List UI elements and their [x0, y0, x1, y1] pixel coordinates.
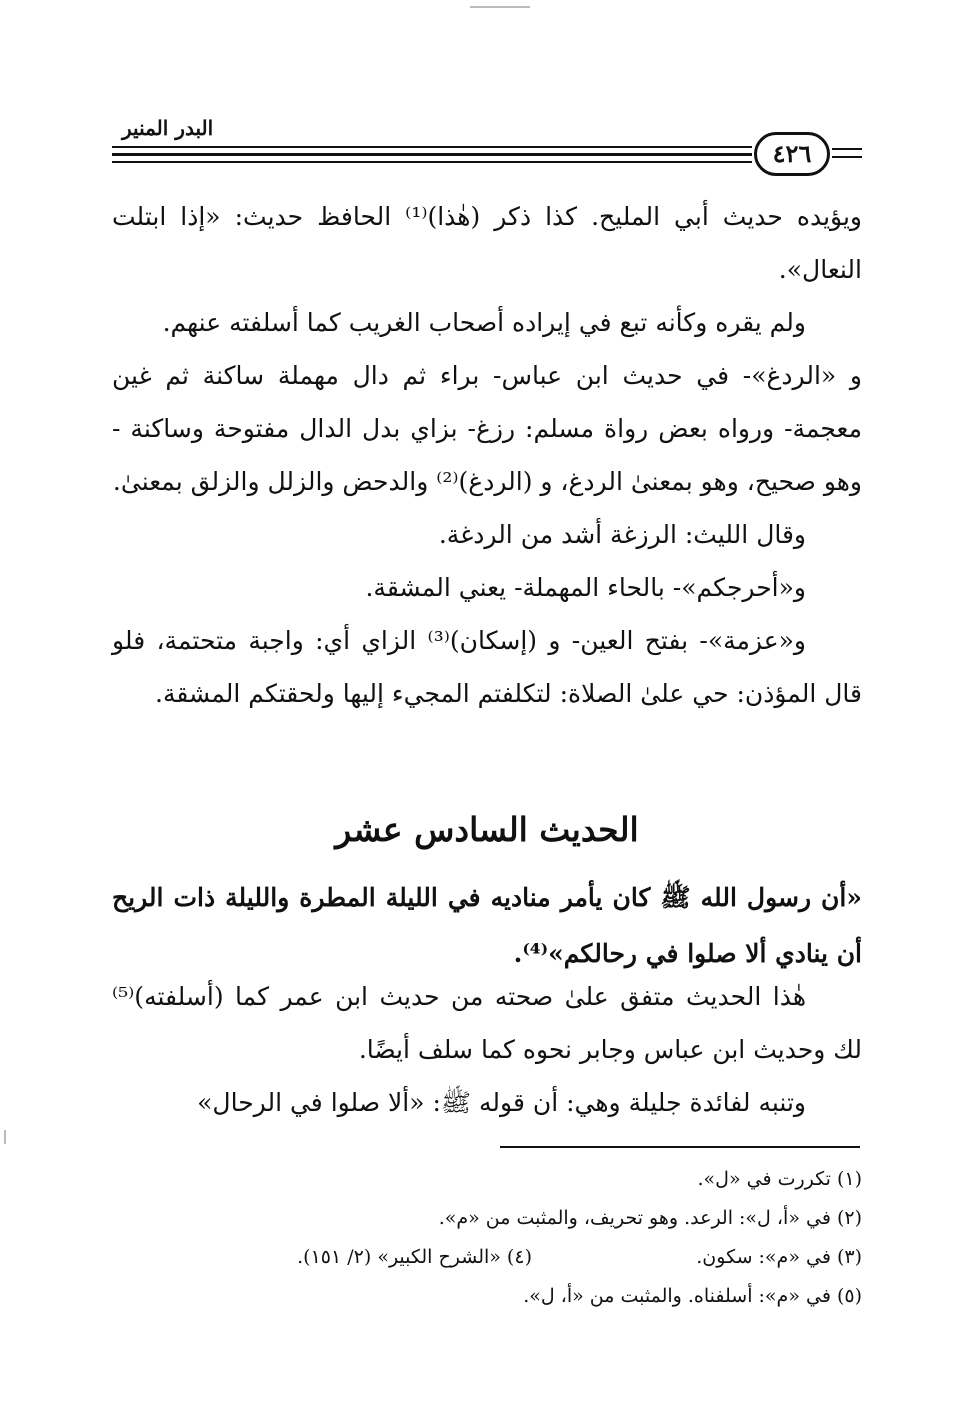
paragraph: ويؤيده حديث أبي المليح. كذا ذكر (هٰذا)⁽¹⁾ الحافظ حديث: «إذا ابتلت النعال». — [112, 202, 863, 284]
hadith-text: «أن رسول الله ﷺ كان يأمر مناديه في الليلة المطرة والليلة ذات الريح أن ينادي ألا صلوا في رحالكم»⁽⁴⁾. — [112, 883, 862, 968]
scan-artifact — [470, 6, 530, 8]
header-rule — [832, 156, 862, 158]
header-rule — [832, 148, 862, 150]
footnote-divider — [500, 1146, 860, 1148]
section-title: الحديث السادس عشر — [335, 810, 639, 849]
paragraph: هٰذا الحديث متفق علىٰ صحته من حديث ابن عمر كما (أسلفته)⁽⁵⁾ لك وحديث ابن عباس وجابر نحوه كما سلف أيضًا. — [112, 982, 862, 1064]
header-rule — [112, 161, 752, 163]
paragraph: و «الردغ»- في حديث ابن عباس- براء ثم دال مهملة ساكنة ثم غين معجمة- ورواه بعض رواة مسلم: رزغ- بزاي بدل الدال مفتوحة وساكنة - وهو صحيح، وهو بمعنىٰ الردغ، و (الردغ)⁽²⁾ والدحض والزلل والزلق بمعنىٰ. — [112, 361, 862, 496]
commentary — [112, 970, 862, 1129]
paragraph: وقال الليث: الرزغة أشد من الردغة. — [438, 520, 806, 549]
footnote: (٤) «الشرح الكبير» (٢/ ١٥١). — [297, 1246, 532, 1268]
main-text — [112, 190, 862, 720]
header-rule — [112, 153, 752, 156]
footnote: (١) تكررت في «ل». — [697, 1168, 862, 1190]
footnotes — [112, 1160, 862, 1316]
paragraph: و«أحرجكم»- بالحاء المهملة- يعني المشقة. — [365, 573, 806, 602]
paragraph: و«عزمة»- بفتح العين- و (إسكان)⁽³⁾ الزاي أي: واجبة متحتمة، فلو قال المؤذن: حي علىٰ الصلاة: لتكلفتم المجيء إليها ولحقتكم المشقة. — [112, 626, 862, 708]
footnote: (٢) في «أ، ل»: الرعد. وهو تحريف، والمثبت من «م». — [438, 1207, 862, 1229]
footnote: (٥) في «م»: أسلفناه. والمثبت من «أ، ل». — [523, 1285, 862, 1307]
footnote-row — [112, 1238, 862, 1277]
footnote: (٣) في «م»: سكون. — [696, 1246, 862, 1268]
paragraph: وتنبه لفائدة جليلة وهي: أن قوله ﷺ: «ألا صلوا في الرحال» — [197, 1088, 806, 1117]
header-rule — [112, 146, 752, 148]
scan-artifact — [4, 1130, 6, 1144]
page-header — [112, 112, 862, 182]
paragraph: ولم يقره وكأنه تبع في إيراده أصحاب الغريب كما أسلفته عنهم. — [162, 308, 806, 337]
book-title: البدر المنير — [122, 116, 214, 140]
page-number: ٤٢٦ — [754, 132, 830, 176]
